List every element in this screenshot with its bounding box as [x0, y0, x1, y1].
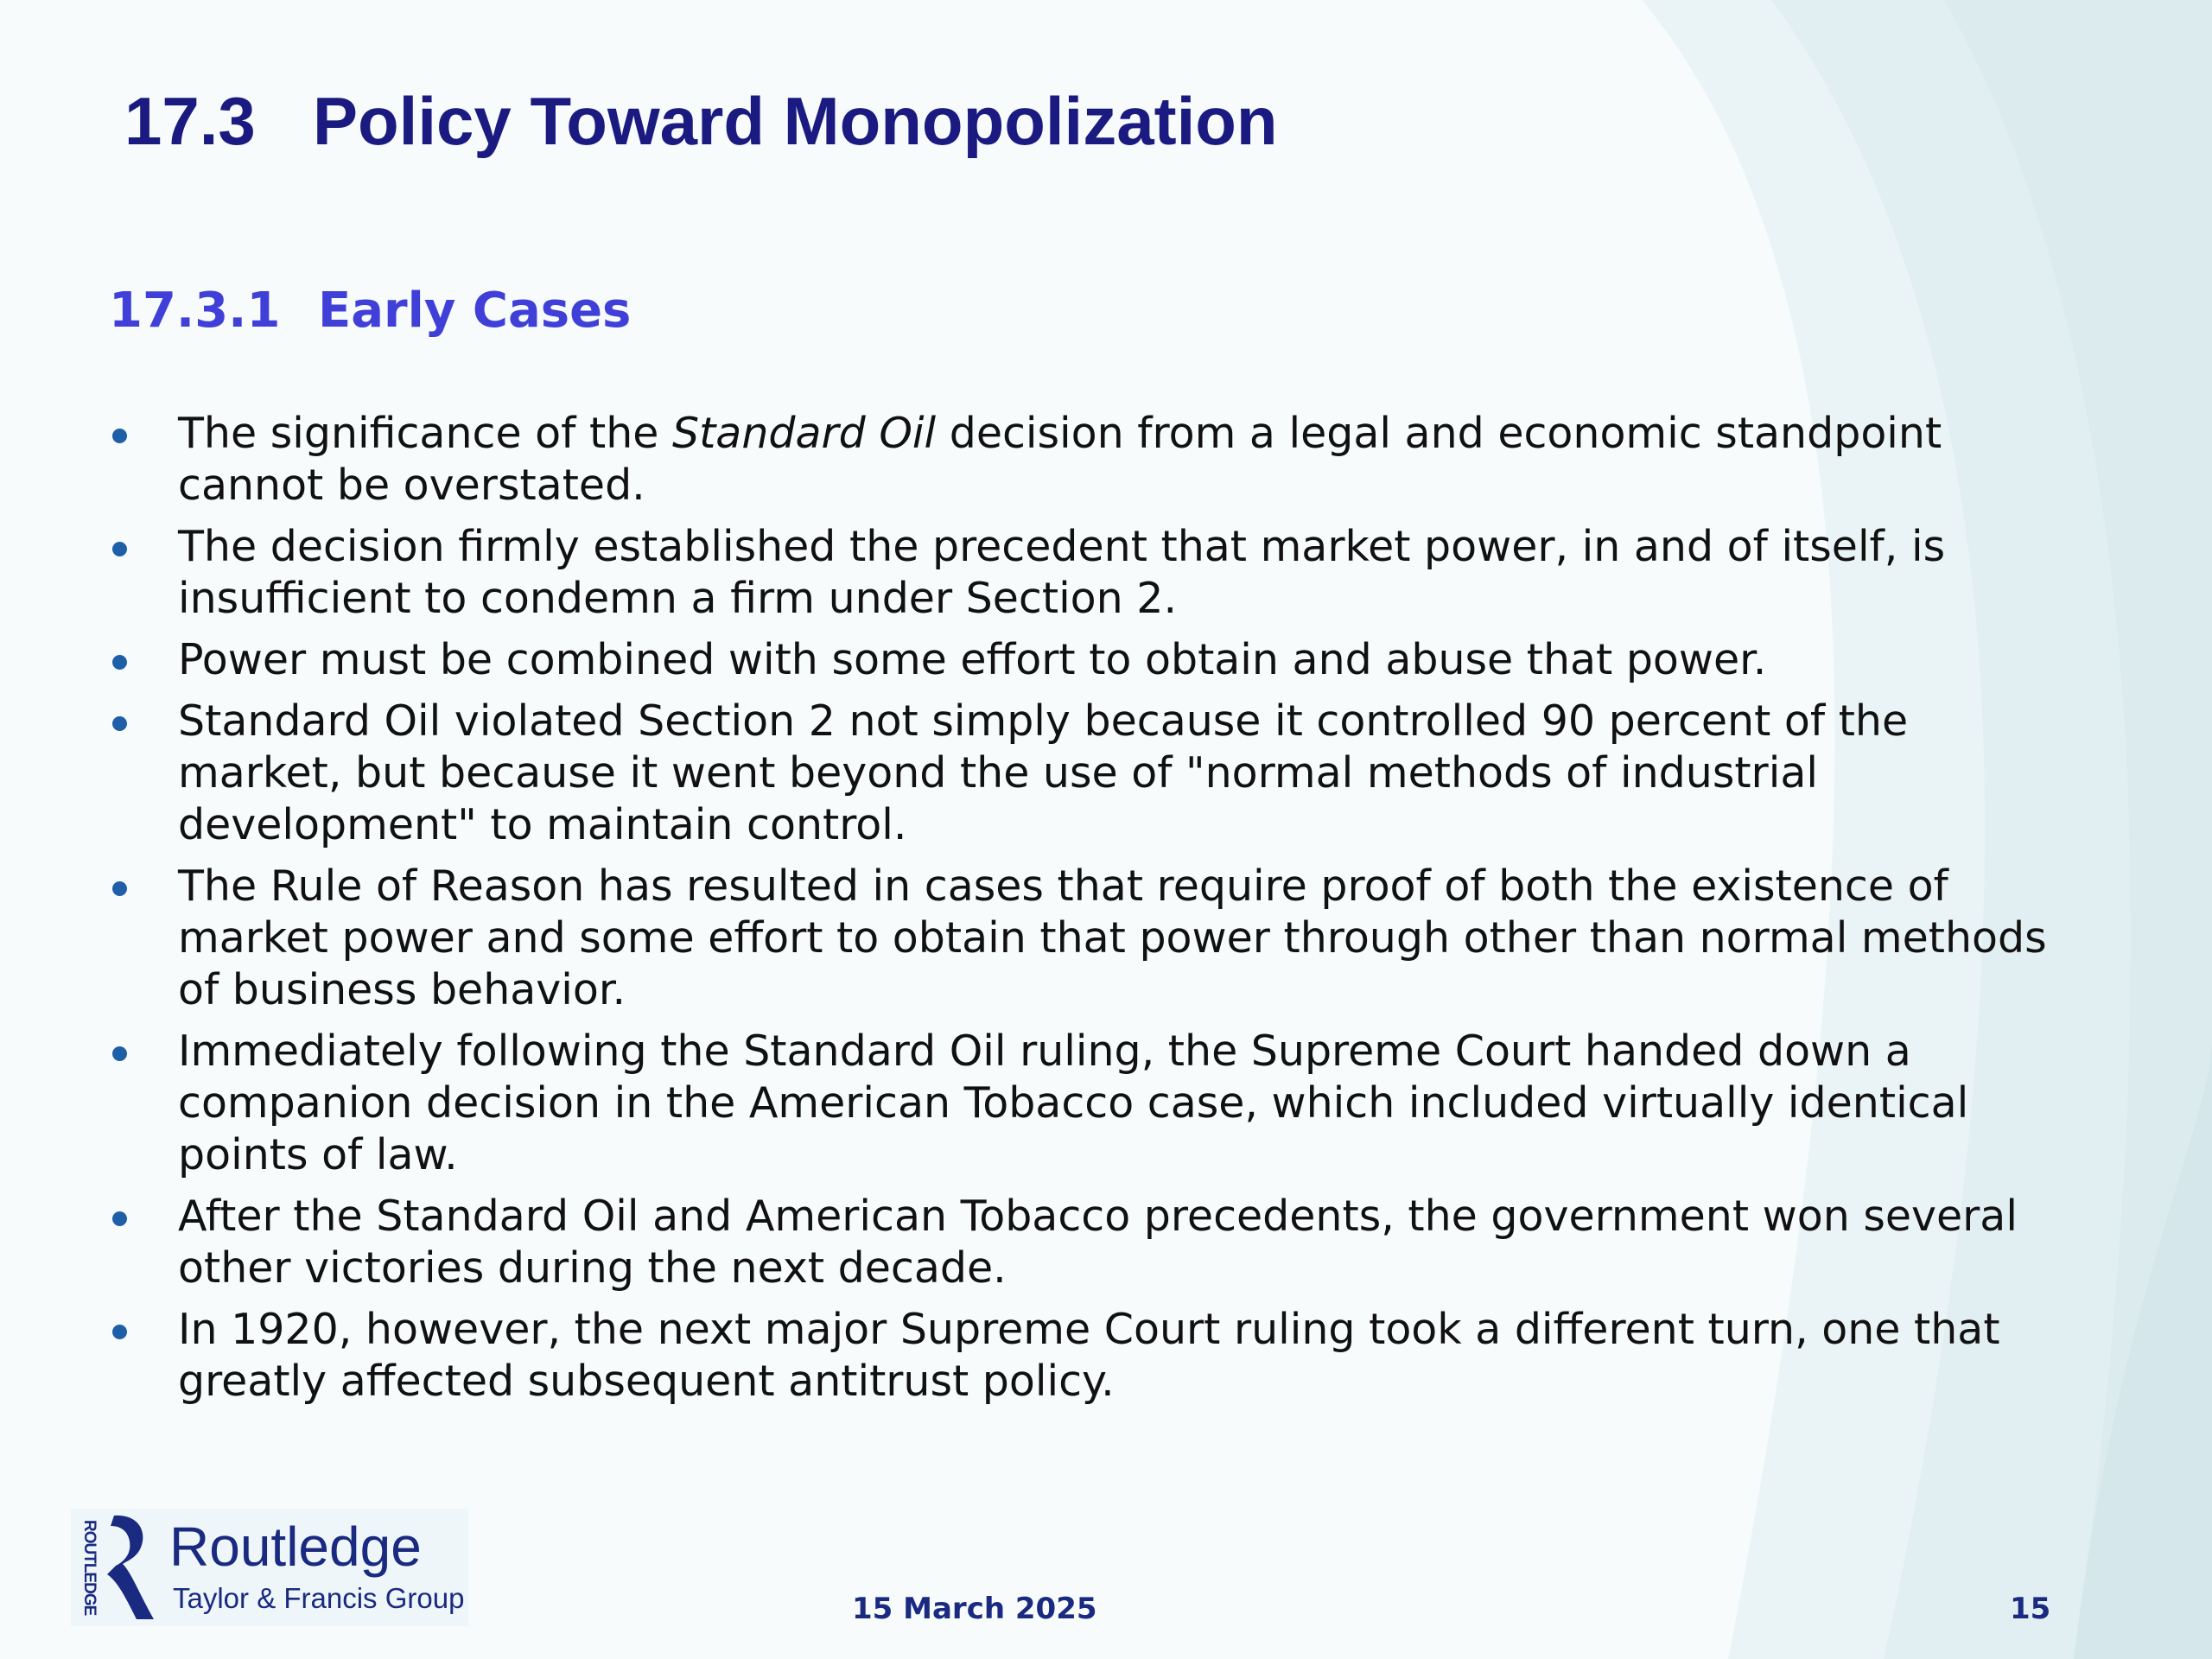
logo-name: Routledge: [169, 1516, 422, 1578]
bullet-text: The decision firmly established the precedent that market power, in and of itself, is insufficient to condemn a firm under Section 2.: [178, 522, 1946, 623]
bullet-item: [102, 1191, 2055, 1294]
bullet-icon: [112, 655, 127, 670]
routledge-head-icon: [97, 1512, 157, 1623]
bullet-item: [102, 861, 2055, 1016]
bullet-text: In 1920, however, the next major Supreme Court ruling took a different turn, one that greatly affected subsequent antitrust policy.: [178, 1305, 2000, 1406]
bullet-text: decision from a legal and economic standpoint cannot be overstated.: [178, 409, 1942, 510]
logo-spine-text: ROUTLEDGE: [80, 1519, 99, 1616]
section-heading: [109, 278, 631, 344]
section-heading-text: Early Cases: [318, 283, 632, 339]
bullet-icon: [112, 1046, 127, 1061]
bullet-icon: [112, 881, 127, 896]
slide-title-number: 17.3: [124, 83, 256, 159]
footer-date: 15 March 2025: [852, 1592, 1097, 1626]
section-heading-number: 17.3.1: [109, 283, 281, 339]
bullet-item: [102, 408, 2055, 512]
bullet-text: Immediately following the Standard Oil ruling, the Supreme Court handed down a companion decision in the American Tobacco case, which included virtually identical points of law.: [178, 1027, 1969, 1179]
routledge-logo: [71, 1509, 468, 1626]
bullet-icon: [112, 716, 127, 731]
slide-title: [124, 79, 1278, 162]
bullet-text: The Rule of Reason has resulted in cases that require proof of both the existence of market power and some effort to obtain that power through other than normal methods of business behavior.: [178, 861, 2047, 1014]
slide-title-text: Policy Toward Monopolization: [313, 83, 1278, 159]
bullet-list: [102, 408, 2055, 1417]
bullet-icon: [112, 429, 127, 443]
bullet-item: [102, 521, 2055, 625]
bullet-icon: [112, 1211, 127, 1226]
bullet-item: [102, 634, 2055, 686]
bullet-text-italic: Standard Oil: [671, 409, 937, 458]
bullet-icon: [112, 542, 127, 556]
bullet-text: Power must be combined with some effort to obtain and abuse that power.: [178, 635, 1767, 684]
page-number: 15: [2010, 1592, 2051, 1626]
bullet-text: After the Standard Oil and American Tobacco precedents, the government won several other victories during the next decade.: [178, 1192, 2018, 1293]
bullet-icon: [112, 1325, 127, 1339]
logo-group: Taylor & Francis Group: [173, 1582, 465, 1614]
bullet-text: Standard Oil violated Section 2 not simply because it controlled 90 percent of the market, but because it went beyond the use of "normal methods of industrial development" to maintain control.: [178, 696, 1909, 849]
bullet-item: [102, 1304, 2055, 1408]
bullet-item: [102, 1026, 2055, 1181]
bullet-item: [102, 696, 2055, 851]
bullet-text: The significance of the: [178, 409, 672, 458]
